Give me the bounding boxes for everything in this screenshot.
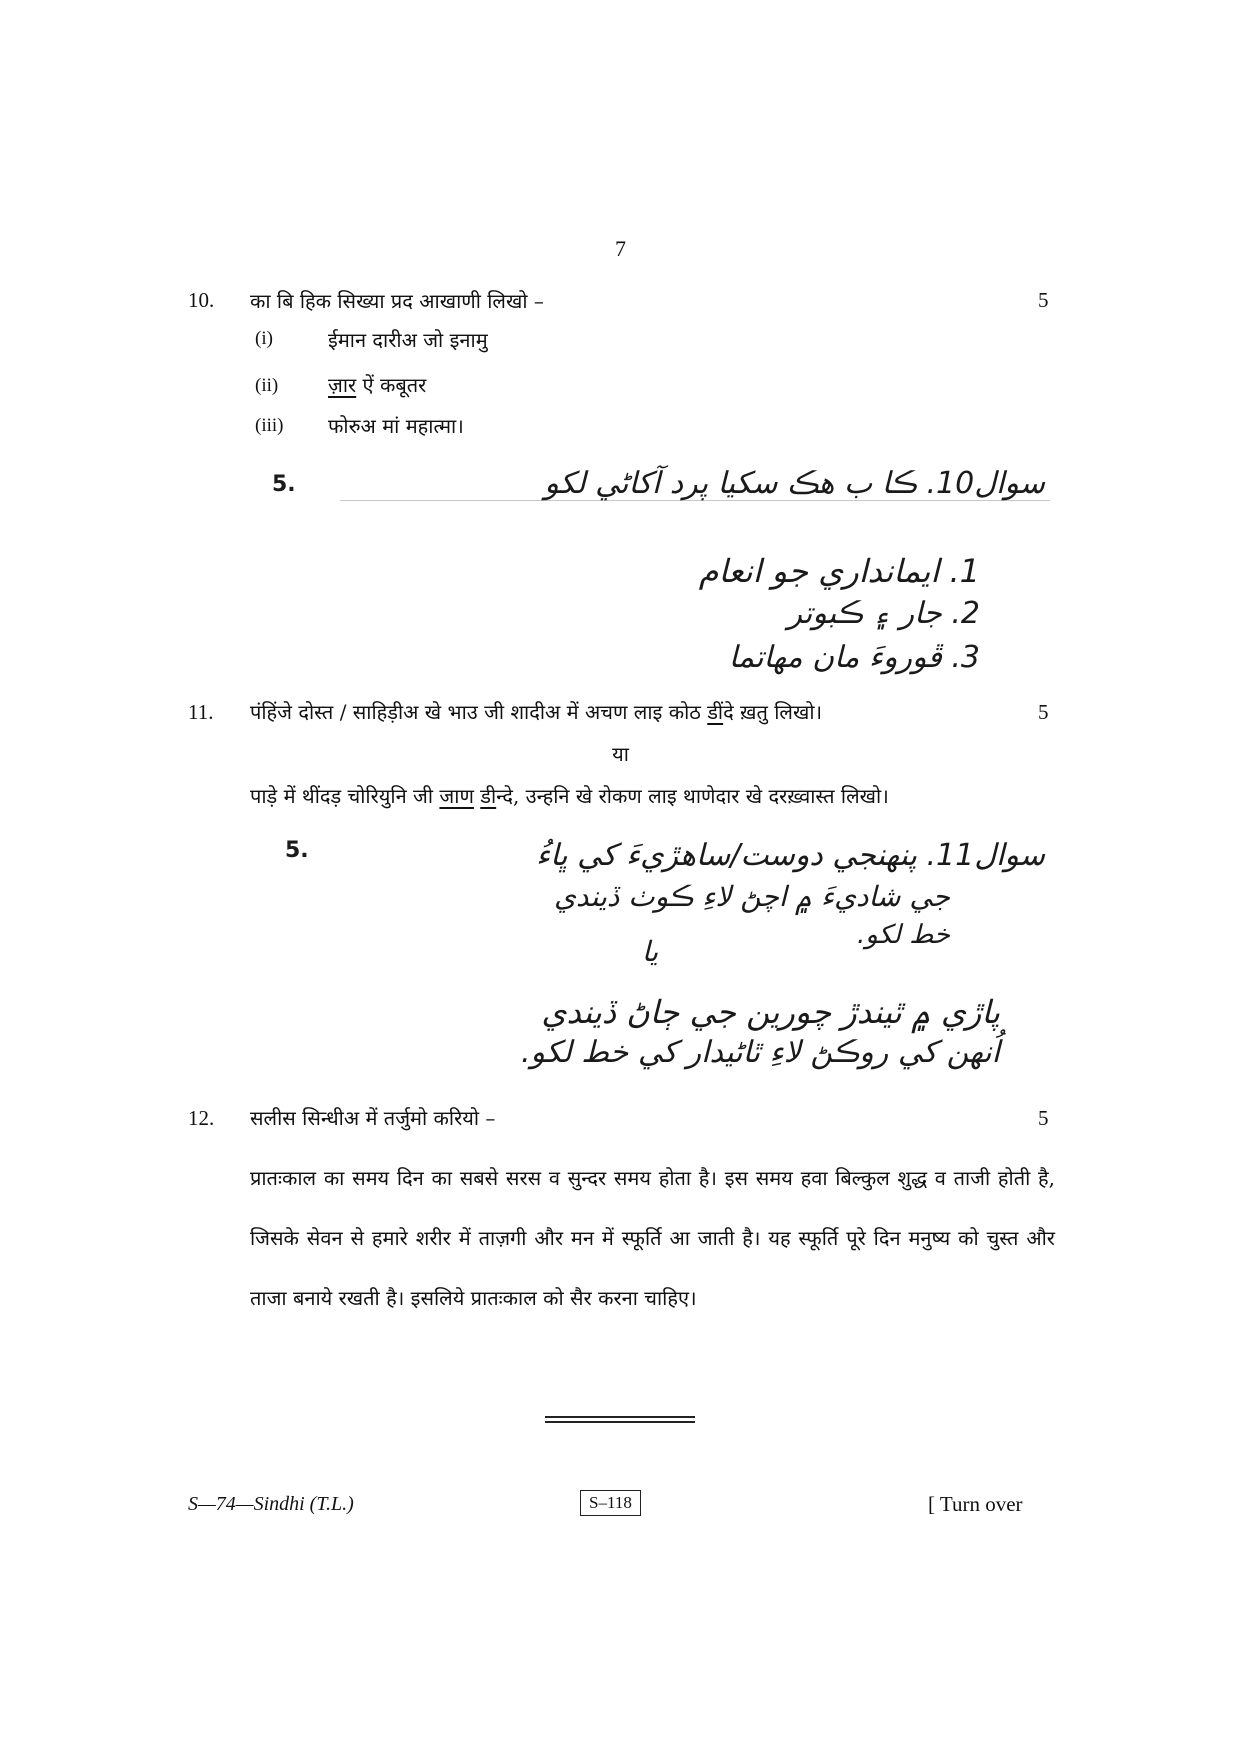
q10-item-3-text: फोरुअ मां महात्मा। [328,414,464,438]
question-11-number: 11. [188,700,214,724]
question-12-marks: 5 [1038,1106,1049,1130]
q10-handwritten-line-3: 3. ڦوروءَ مان مهاتما [728,640,980,675]
q10-item-2-text [328,371,426,398]
q11-handwritten-alt-line-1: پاڙي ۾ ٿيندڙ چورين جي ڄاڻ ڏيندي [541,993,1000,1031]
q11-alt-c: न्दे, उन्हनि खे रोकण लाइ थाणेदार खे दरख़्वास्त लिखो। [496,784,889,808]
q10-handwritten-line-1: 1. ايمانداري جو انعام [698,552,980,590]
q10-item-2-roman: (ii) [255,375,279,396]
q10-handwritten-line-2: 2. جار ۽ ڪبوتر [787,596,980,631]
question-11-or: या [612,742,629,766]
page-number: 7 [615,236,626,261]
q11-handwritten-or: يا [641,935,659,968]
footer-subject-code: S—74—Sindhi (T.L.) [188,1493,354,1515]
question-10-text: का बि हिक सिख्या प्रद आखाणी लिखो – [250,289,544,313]
footer-paper-code: S–118 [580,1490,641,1516]
q11-handwritten-line-3: خط لکو. [857,920,950,950]
q11-alt-underlined-2: डी [480,784,497,808]
q10-item-2-underlined: ज़ार [328,373,357,397]
q10-item-1-text: ईमान दारीअ जो इनामु [328,328,488,352]
q10-handwritten-heading: سوال10. ڪا ب ھڪ سکيا پرد آکاڻي لکو [544,466,1045,501]
q10-item-1-roman: (i) [255,328,273,349]
question-11-text-a: पंहिंजे दोस्त / साहिड़ीअ खे भाउ जी शादीअ में अचण लाइ कोठ [250,700,708,724]
footer-turn-over: [ Turn over [928,1492,1023,1516]
question-11-text-underlined: डीं [707,700,724,724]
end-rule-top [545,1416,695,1418]
question-11-alt-text [250,782,889,809]
q11-alt-a: पाड़े में थींदड़ चोरियुनि जी [250,784,440,808]
question-12-text: सलीस सिन्धीअ में तर्जुमो करियो – [250,1106,496,1130]
question-11-text-b: दे ख़तु लिखो। [723,700,823,724]
q11-handwritten-score: 5. [285,838,309,863]
q10-item-3-roman: (iii) [255,415,284,436]
question-12-number: 12. [188,1106,215,1130]
q11-alt-underlined-1: जाण [439,784,474,808]
q10-handwritten-score: 5. [272,472,296,497]
q11-handwritten-line-2: جي شاديءَ ۾ اچڻ لاءِ ڪوٺ ڏيندي [554,880,950,913]
q10-item-2-rest: ऐं कबूतर [356,373,427,397]
q11-handwritten-alt-line-2: اُنهن کي روڪڻ لاءِ ٿاڻيدار کي خط لکو. [521,1035,1000,1070]
question-12-paragraph: प्रातःकाल का समय दिन का सबसे सरस व सुन्दर समय होता है। इस समय हवा बिल्कुल शुद्ध व ताजी होती है, जिसके सेवन से हमारे शरीर में ताज़गी और मन में स्फूर्ति आ जाती है। यह स्फूर्ति पूरे दिन मनुष्य को चुस्त और ताजा बनाये रखती है। इसलिये प्रातःकाल को सैर करना चाहिए। [250,1166,1055,1310]
question-11-text [250,698,822,725]
question-10-marks: 5 [1038,288,1049,312]
q11-handwritten-line-1: سوال11. پنھنجي دوست/ساھڙيءَ کي ڀاءُ [536,838,1045,873]
question-10-number: 10. [188,288,215,312]
question-11-marks: 5 [1038,700,1049,724]
end-rule-bottom [545,1421,695,1423]
